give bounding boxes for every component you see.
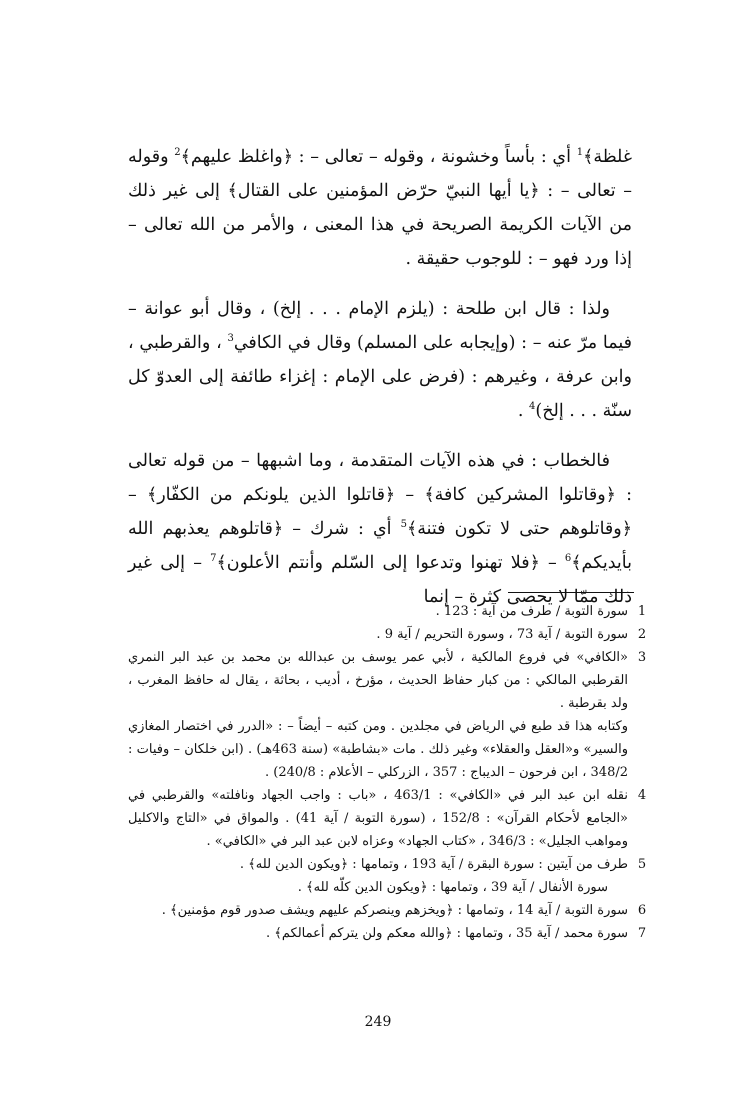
paragraph-3-text-c: – ﴿فلا تهنوا وتدعوا إلى السّلم وأنتم الأعلون﴾ [216,553,565,573]
footnote-number: 2 [637,627,647,642]
page-number: 249 [364,1014,392,1030]
footnote-5 [128,853,656,899]
footnote-4-text [128,784,628,853]
footnote-line: «الكافي» في فروع المالكية ، لأبي عمر يوسف بن عبدالله بن محمد بن عبد البر النمري القرطبي المالكي : من كبار حفاظ الحديث ، مؤرخ ، أديب ، بحاثة ، يقال له حافظ المغرب ، ولد بقرطبة . [128,650,628,711]
footnote-number: 4 [637,788,647,803]
footnote-line: سورة التوبة / آية 73 ، وسورة التحريم / آية 9 . [376,627,628,642]
footnote-5-text [128,853,628,899]
footnote-divider [508,592,634,593]
footnote-6 [128,899,656,922]
footnote-continuation: وكتابه هذا قد طبع في الرياض في مجلدين . ومن كتبه – أيضاً – : «الدرر في اختصار المغازي والسير» و«العقل والعقلاء» وغير ذلك . مات «بشاطبة» (سنة 463هـ) . (ابن خلكان – وفيات : 348/2 ، ابن فرحون – الديباج : 357 ، الزركلي – الأعلام : 240/8) . [128,719,628,780]
paragraph-2-text-c: . [517,401,530,421]
footnote-ref-7: 7 [210,553,217,565]
footnote-number: 1 [637,604,647,619]
paragraph-3-text-d: – إلى غير ذلك ممّا لا يحصى كثرة – إنما [128,553,632,607]
footnote-line: سورة التوبة / آية 14 ، وتمامها : ﴿ويخزهم وينصركم عليهم ويشف صدور قوم مؤمنين﴾ . [161,903,628,918]
footnote-4 [128,784,656,853]
paragraph-2 [128,292,632,428]
paragraph-1-text-c: وقوله – تعالى – : ﴿يا أيها النبيّ حرّض المؤمنين على القتال﴾ إلى غير ذلك من الآيات الكريمة الصريحة في هذا المعنى ، والأمر من الله تعالى – إذا ورد فهو – : للوجوب حقيقة . [128,147,632,269]
footnote-number: 5 [637,857,647,872]
footnote-2 [128,623,656,646]
footnote-7-text [128,922,628,945]
footnote-1-text [128,600,628,623]
footnote-ref-5: 5 [400,519,407,531]
paragraph-3-text-a: فالخطاب : في هذه الآيات المتقدمة ، وما اشبهها – من قوله تعالى : ﴿وقاتلوا المشركين كافة﴾ – ﴿قاتلوا الذين يلونكم من الكفّار﴾ – ﴿وقاتلوهم حتى لا تكون فتنة﴾ [128,451,633,539]
footnote-line: نقله ابن عبد البر في «الكافي» : 463/1 ، «باب : واجب الجهاد ونافلته» والقرطبي في «الجامع لأحكام القرآن» : 152/8 ، (سورة التوبة / آية 41) . والمواق في «التاج والاكليل ومواهب الجليل» : 346/3 ، «كتاب الجهاد» وعزاه لابن عبد البر في «الكافي» . [128,788,629,849]
footnote-ref-2: 2 [174,147,181,159]
footnote-number: 7 [637,926,647,941]
footnote-3-text [128,646,628,784]
paragraph-1 [128,140,632,276]
paragraph-2-text-b: ، والقرطبي ، وابن عرفة ، وغيرهم : (فرض على الإمام : إغزاء طائفة إلى العدوّ كل سنّة . . . إلخ) [128,333,632,421]
footnote-ref-4: 4 [529,401,536,413]
footnote-3 [128,646,656,784]
footnote-line: طرف من آيتين : سورة البقرة / آية 193 ، وتمامها : ﴿ويكون الدين لله﴾ . [239,857,628,872]
footnote-number: 3 [637,650,647,665]
footnote-ref-3: 3 [227,333,234,345]
main-text [128,140,632,614]
footnote-ref-6: 6 [564,553,572,565]
footnote-continuation: سورة الأنفال / آية 39 ، وتمامها : ﴿ويكون الدين كلّه لله﴾ . [297,880,608,895]
footnote-line: سورة محمد / آية 35 ، وتمامها : ﴿والله معكم ولن يتركم أعمالكم﴾ . [265,926,628,941]
footnote-number: 6 [637,903,647,918]
footnote-ref-1: 1 [576,147,584,159]
footnote-2-text [128,623,628,646]
footnote-6-text [128,899,628,922]
footnote-line: سورة التوبة / طرف من آية : 123 . [435,604,628,619]
footnote-7 [128,922,656,945]
footnotes [128,600,656,945]
paragraph-2-text-a: ولذا : قال ابن طلحة : (يلزم الإمام . . . إلخ) ، وقال أبو عوانة – فيما مرّ عنه – : (وإيجابه على المسلم) وقال في الكافي [128,299,632,353]
paragraph-3-text-b: أي : شرك – ﴿قاتلوهم يعذبهم الله بأيديكم﴾ [128,519,632,573]
footnote-1 [128,600,656,623]
paragraph-1-text-a: غلظة﴾ [583,147,632,167]
paragraph-1-text-b: أي : بأساً وخشونة ، وقوله – تعالى – : ﴿واغلظ عليهم﴾ [180,147,577,167]
paragraph-3 [128,444,632,614]
